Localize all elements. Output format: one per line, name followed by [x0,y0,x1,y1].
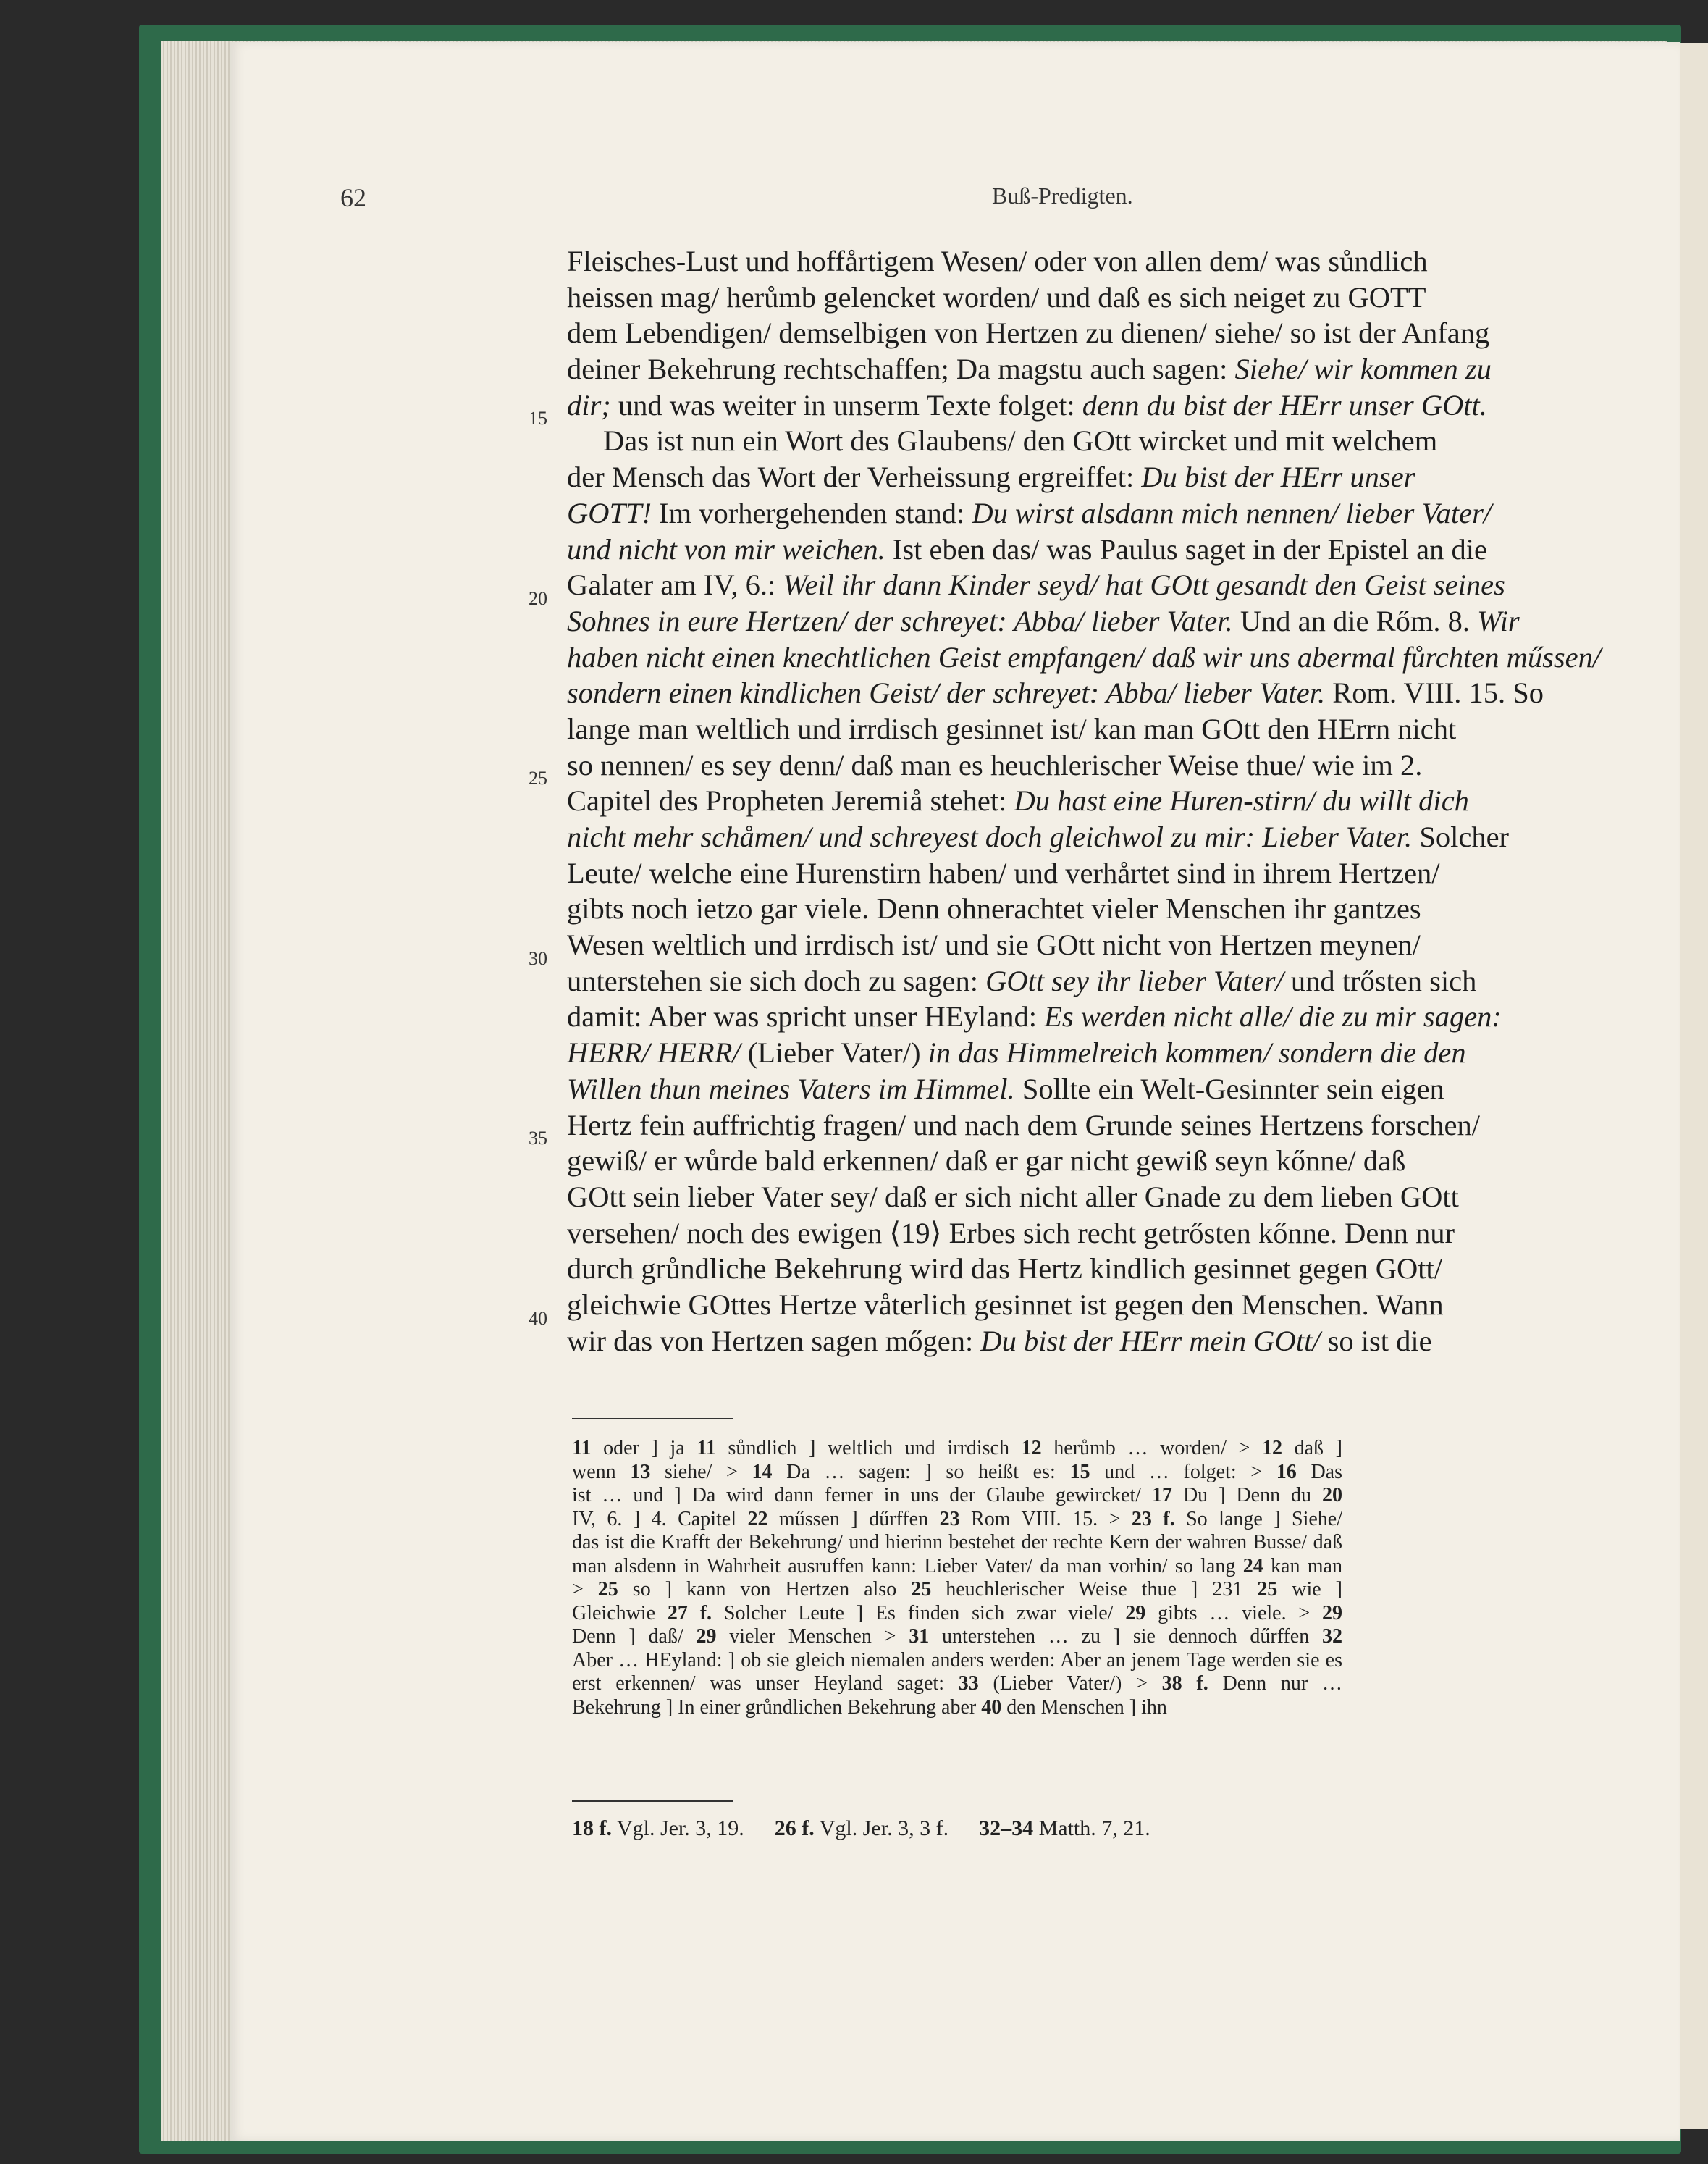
reference-citation: Vgl. Jer. 3, 3 f. [814,1816,949,1840]
apparatus-line-ref: 12 [1021,1437,1042,1459]
text-segment: gleichwie GOttes Hertze våterlich gesinnet ist gegen den Menschen. Wann [567,1288,1444,1321]
body-line [567,999,1502,1035]
references-rule [572,1800,733,1802]
apparatus-text: Solcher Leute ] Es finden sich zwar viele/ [712,1601,1126,1624]
apparatus-line-ref: 29 [1125,1601,1146,1624]
body-line [567,243,1428,280]
body-line [567,927,1421,963]
italic-segment: nicht mehr schåmen/ und schreyest doch gleichwol zu mir: Lieber Vater. [567,821,1413,853]
italic-segment: dir; [567,388,611,422]
apparatus-text: műssen ] dűrffen [767,1507,940,1530]
text-segment: Das ist nun ein Wort des Glaubens/ den GOtt wircket und mit welchem [603,424,1438,458]
body-line [567,351,1492,387]
body-line [567,603,1520,639]
line-number: 15 [529,408,547,429]
apparatus-text: daß ] [1282,1437,1342,1459]
apparatus-text: gibts … viele. > [1145,1601,1323,1624]
body-line [567,423,1438,459]
italic-segment: sondern einen kindlichen Geist/ der schreyet: Abba/ lieber Vater. [567,676,1326,710]
italic-segment: Du wirst alsdann mich nennen/ lieber Vater/ [972,496,1492,529]
apparatus-line-ref: 33 [958,1672,979,1695]
apparatus-text: wenn [572,1460,631,1483]
apparatus-text: und … folget: > [1090,1460,1276,1483]
apparatus-text: kan man [1263,1554,1342,1577]
italic-segment: Sohnes in eure Hertzen/ der schreyet: Abba/ lieber Vater. [567,604,1233,637]
italic-segment: Willen thun meines Vaters im Himmel. [567,1072,1015,1105]
apparatus-line [572,1625,1342,1649]
body-line [567,855,1440,892]
text-segment: gewiß/ er wůrde bald erkennen/ daß er gar nicht gewiß seyn kőnne/ daß [567,1144,1406,1178]
apparatus-line-ref: 23 [939,1507,960,1530]
body-line [567,1107,1480,1144]
text-segment: Capitel des Propheten Jeremiå stehet: [567,784,1014,818]
body-line [567,963,1477,999]
apparatus-line [572,1578,1342,1602]
line-number: 35 [529,1128,547,1149]
apparatus-line-ref: 24 [1242,1554,1263,1577]
critical-apparatus [572,1437,1342,1719]
body-line [567,459,1415,495]
text-segment: unterstehen sie sich doch zu sagen: [567,964,986,997]
reference-citation: Matth. 7, 21. [1033,1816,1150,1840]
apparatus-text: Du ] Denn du [1171,1484,1322,1506]
body-line [567,639,1602,676]
text-segment: lange man weltlich und irrdisch gesinnet ist/ kan man GOtt den HErrn nicht [567,712,1457,745]
reference-citation: Vgl. Jer. 3, 19. [612,1816,744,1840]
italic-segment: HERR/ HERR/ [567,1036,741,1070]
apparatus-text: den Menschen ] ihn [1001,1695,1167,1719]
apparatus-line-ref: 20 [1322,1484,1342,1506]
body-line [567,567,1505,603]
italic-segment: denn du bist der HErr unser GOtt. [1082,388,1487,422]
text-segment: deiner Bekehrung rechtschaffen; Da magstu auch sagen: [567,353,1235,386]
apparatus-text: Aber … HEyland: ] ob sie gleich niemalen anders werden: Aber an jenem Tage werden sie es [572,1648,1342,1672]
text-segment: wir das von Hertzen sagen mőgen: [567,1324,981,1357]
apparatus-line-ref: 15 [1069,1460,1090,1483]
line-number: 30 [529,948,547,969]
apparatus-text: herůmb … worden/ > [1041,1437,1262,1459]
apparatus-line-ref: 22 [747,1507,768,1530]
apparatus-text: man alsdenn in Wahrheit ausruffen kann: Lieber Vater/ da man vorhin/ so lang [572,1554,1243,1577]
italic-segment: Wir [1477,604,1520,637]
apparatus-line-ref: 23 f. [1131,1507,1175,1530]
text-segment: der Mensch das Wort der Verheissung ergreiffet: [567,461,1142,494]
apparatus-line-ref: 13 [630,1460,651,1483]
text-segment: so ist die [1320,1324,1432,1357]
sermon-body-text [567,243,1602,1359]
text-segment: Leute/ welche eine Hurenstirn haben/ und verhårtet sind in ihrem Hertzen/ [567,856,1440,889]
body-line [567,1071,1444,1107]
body-line [567,280,1426,316]
text-segment: Sollte ein Welt-Gesinnter sein eigen [1014,1072,1444,1105]
line-number: 25 [529,768,547,789]
apparatus-line [572,1484,1342,1508]
text-segment: Hertz fein auffrichtig fragen/ und nach dem Grunde seines Hertzens forschen/ [567,1108,1480,1141]
italic-segment: Siehe/ wir kommen zu [1234,353,1492,386]
apparatus-text: (Lieber Vater/) > [978,1672,1162,1695]
apparatus-line-ref: 25 [1257,1578,1278,1601]
text-segment: Solcher [1412,821,1510,853]
text-segment: GOtt sein lieber Vater sey/ daß er sich nicht aller Gnade zu dem lieben GOtt [567,1180,1459,1213]
apparatus-text: heuchlerischer Weise thue ] 231 [931,1578,1258,1601]
apparatus-text: Da … sagen: ] so heißt es: [772,1460,1070,1483]
body-line [567,783,1469,819]
body-line [567,1287,1444,1323]
apparatus-text: Denn ] daß/ [572,1625,697,1648]
reference-line-range: 26 f. [774,1816,815,1840]
body-line [567,675,1544,711]
apparatus-text: Bekehrung ] In einer grůndlichen Bekehrung aber [572,1695,982,1719]
body-line [567,711,1457,747]
apparatus-text: ist … und ] Da wird dann ferner in uns der Glaube gewircket/ [572,1484,1152,1506]
apparatus-line [572,1461,1342,1485]
page-number: 62 [340,183,366,212]
text-segment: so nennen/ es sey denn/ daß man es heuchlerischer Weise thue/ wie im 2. [567,748,1423,781]
text-segment: Ist eben das/ was Paulus saget in der Epistel an die [885,532,1487,566]
apparatus-text: oder ] ja [591,1437,697,1459]
apparatus-text: Gleichwie [572,1601,668,1624]
apparatus-text: Rom VIII. 15. > [959,1507,1132,1530]
apparatus-line-ref: 25 [911,1578,932,1601]
apparatus-line-ref: 14 [752,1460,773,1483]
text-segment: heissen mag/ herůmb gelencket worden/ und daß es sich neiget zu GOTT [567,280,1426,314]
text-segment: versehen/ noch des ewigen ⟨19⟩ Erbes sich recht getrősten kőnne. Denn nur [567,1216,1455,1249]
apparatus-text: erst erkennen/ was unser Heyland saget: [572,1672,959,1695]
body-line [567,1323,1432,1359]
apparatus-text: das ist die Krafft der Bekehrung/ und hierinn bestehet der rechte Kern der wahren Busse/ daß [572,1531,1342,1553]
apparatus-text: unterstehen … zu ] sie dennoch dűrffen [929,1625,1323,1648]
apparatus-text: siehe/ > [650,1460,752,1483]
apparatus-line [572,1696,1342,1720]
italic-segment: Weil ihr dann Kinder seyd/ hat GOtt gesandt den Geist seines [783,569,1505,602]
body-line [567,891,1421,927]
italic-segment: GOTT! [567,496,652,529]
apparatus-line-ref: 29 [696,1625,717,1648]
apparatus-line-ref: 31 [909,1625,930,1648]
text-segment: und was weiter in unserm Texte folget: [610,388,1082,422]
apparatus-line [572,1602,1342,1626]
body-line [567,495,1492,532]
body-line [567,747,1423,784]
body-line [567,1143,1406,1179]
text-segment: dem Lebendigen/ demselbigen von Hertzen zu dienen/ siehe/ so ist der Anfang [567,316,1490,350]
apparatus-line [572,1672,1342,1696]
body-line [567,387,1487,424]
apparatus-text: Denn nur … [1208,1672,1342,1695]
apparatus-text: sůndlich ] weltlich und irrdisch [715,1437,1022,1459]
text-segment: Galater am IV, 6.: [567,569,783,602]
body-line [567,1215,1455,1251]
apparatus-line-ref: 38 f. [1161,1672,1208,1695]
apparatus-text: Das [1296,1460,1342,1483]
text-segment: durch grůndliche Bekehrung wird das Hertz kindlich gesinnet gegen GOtt/ [567,1252,1443,1286]
apparatus-line-ref: 16 [1276,1460,1297,1483]
apparatus-line-ref: 40 [981,1695,1002,1719]
apparatus-line [572,1555,1342,1579]
apparatus-line [572,1508,1342,1532]
body-line [567,1251,1443,1287]
apparatus-line-ref: 25 [597,1578,618,1601]
apparatus-line-ref: 27 f. [667,1601,712,1624]
apparatus-line-ref: 32 [1322,1625,1343,1648]
body-line [567,819,1510,855]
italic-segment: Es werden nicht alle/ die zu mir sagen: [1044,1000,1502,1033]
italic-segment: Du bist der HErr unser [1141,461,1415,494]
text-segment: Wesen weltlich und irrdisch ist/ und sie GOtt nicht von Hertzen meynen/ [567,928,1421,962]
italic-segment: haben nicht einen knechtlichen Geist empfangen/ daß wir uns abermal fůrchten műssen/ [567,640,1602,674]
apparatus-text: vieler Menschen > [716,1625,909,1648]
apparatus-line-ref: 11 [572,1437,592,1459]
running-title: Buß-Predigten. [992,183,1133,209]
apparatus-text: wie ] [1277,1578,1342,1601]
bible-references [572,1816,1150,1841]
italic-segment: GOtt sey ihr lieber Vater/ [985,964,1284,997]
text-segment: (Lieber Vater/) [740,1036,928,1070]
apparatus-text: IV, 6. ] 4. Capitel [572,1507,748,1530]
body-line [567,315,1490,351]
body-line [567,1179,1459,1215]
text-segment: Im vorhergehenden stand: [652,496,972,529]
apparatus-text: So lange ] Siehe/ [1174,1507,1343,1530]
apparatus-text: so ] kann von Hertzen also [618,1578,912,1601]
body-line [567,1035,1466,1071]
text-segment: Und an die Rőm. 8. [1232,604,1478,637]
italic-segment: und nicht von mir weichen. [567,532,885,566]
apparatus-line-ref: 12 [1261,1437,1282,1459]
line-number: 40 [529,1308,547,1329]
text-segment: Fleisches-Lust und hoffårtigem Wesen/ oder von allen dem/ was sůndlich [567,245,1428,277]
apparatus-rule [572,1418,733,1419]
text-segment: gibts noch ietzo gar viele. Denn ohnerachtet vieler Menschen ihr gantzes [567,892,1421,926]
italic-segment: Du bist der HErr mein GOtt/ [980,1324,1321,1357]
apparatus-line [572,1649,1342,1673]
reference-line-range: 18 f. [572,1816,612,1840]
apparatus-line-ref: 11 [697,1437,716,1459]
apparatus-line-ref: 17 [1151,1484,1172,1506]
reference-line-range: 32–34 [979,1816,1034,1840]
italic-segment: Du hast eine Huren-stirn/ du willt dich [1014,784,1469,818]
apparatus-line-ref: 29 [1322,1601,1343,1624]
apparatus-text: > [572,1578,598,1601]
apparatus-line [572,1531,1342,1555]
body-line [567,532,1487,568]
apparatus-line [572,1437,1342,1461]
italic-segment: in das Himmelreich kommen/ sondern die den [927,1036,1466,1070]
text-segment: und trősten sich [1283,964,1477,997]
text-segment: damit: Aber was spricht unser HEyland: [567,1000,1045,1033]
line-number: 20 [529,588,547,609]
text-segment: Rom. VIII. 15. So [1325,676,1544,710]
